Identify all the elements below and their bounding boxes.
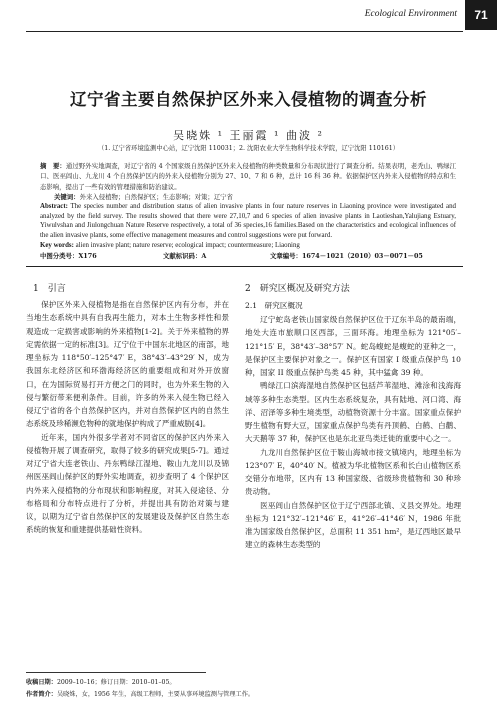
intro-paragraph-2: 近年来，国内外很多学者对不同省区的保护区内外来入侵植物开展了调查研究，取得了较多的研究成果[5-7]。通过对辽宁省大连老铁山、丹东鸭绿江湿地、鞍山九龙川以及锦州医巫闾山保护区的野外实地调查，初步查明了 4 个保护区内外来入侵植物的分布现状和影响程度，对其入侵途径、分布格局和分布特点进行了分析，并提出具有防治对策与建议，以期为辽宁省自然保护区的发展建设及保护区自然生态系统的恢复和重建提供基础性资料。 (26, 432, 229, 535)
study-area-column (245, 313, 461, 552)
study-area-paragraph-1: 辽宁蛇岛老铁山国家级自然保护区位于辽东半岛的最南端，地处大连市旅顺口区西部，三面环海。地理坐标为 121°05′–121°15′ E，38°43′–38°57′ N。蛇岛蝮蛇是蝮蛇的亚种之一，是保护区主要保护对象之一。保护区有国家 I 级重点保护鸟 10 种，国家 II 级重点保护鸟类 45 种，其中猛禽 39 种。 (245, 315, 461, 377)
abstract-en-label: Abstract: (40, 203, 68, 210)
clc-number: 中图分类号：X176 (40, 252, 97, 260)
keywords-cn-label: 关键词： (54, 193, 80, 201)
abstract-en (40, 202, 456, 240)
affiliation: （1. 辽宁省环境监测中心站，辽宁沈阳 110031；2. 沈阳农业大学生物科学技术学院，辽宁沈阳 110161） (97, 145, 400, 152)
study-area-paragraph-2: 鸭绿江口滨海湿地自然保护区包括芦苇湿地、滩涂和浅海海域等多种生态类型。区内生态系统复杂，具有陆地、河口湾、海洋、沼泽等多种生境类型，动植物资源十分丰富。国家重点保护野生植物有野大豆，国家重点保护鸟类有丹顶鹤、白鹤、白鹳、大天鹅等 37 种，保护区也是东北亚鸟类迁徙的重要中心之一。 (245, 381, 461, 444)
header-rule (26, 31, 463, 32)
author-bio-text: 吴晓姝，女，1956 年生，高级工程师，主要从事环境监测与管理工作。 (56, 691, 255, 698)
keywords-cn (54, 192, 456, 202)
abstract-en-text: The species number and distribution status of alien invasive plants in four nature reserves in Liaoning province were investigated and analyzed by the field survey. The results showed that there were 27,10,7 and 6 species of alien invasive plants in Laotieshan,Yalujiang Estuary, Yiwulvshan and Jiulongchuan Nature Reserve respectively, a total of 36 species,16 families.Based on the characteristics and ecological influences of the alien invasive plants, some effective management measures and control suggestions were put forward. (40, 203, 456, 239)
section-heading-intro: 1 引言 (33, 284, 66, 294)
keywords-en-label: Key words: (40, 242, 74, 249)
author-bio-label: 作者简介： (26, 691, 57, 698)
received-text: 2009–10–16；修订日期：2010–01–05。 (56, 679, 176, 686)
abstract-rule (26, 266, 463, 267)
section-heading-study-area: 2 研究区概况及研究方法 (245, 284, 350, 294)
document-code: 文献标识码：A (163, 252, 207, 260)
study-area-paragraph-4: 医巫闾山自然保护区位于辽宁西部北镇、义县交界处。地理坐标为 121°32′–121°46′ E，41°26′–41°46′ N，1986 年批准为国家级自然保护区，总面积 11 351 hm²，是辽西地区最早建立的森林生态类型的 (245, 500, 461, 550)
abstract-cn-label: 摘 要： (40, 162, 66, 170)
received-label: 收稿日期： (26, 679, 57, 686)
received-date (26, 677, 176, 686)
footnote-rule (26, 672, 206, 673)
abstract-cn (40, 161, 456, 192)
authors: 吴晓姝 ¹ 王丽霞 ¹ 曲波 ² (173, 129, 324, 142)
page-number: 71 (465, 0, 497, 30)
subsection-heading: 2.1 研究区概况 (245, 301, 303, 310)
intro-column (26, 298, 229, 537)
keywords-en-text: alien invasive plant; nature reserve; ecological impact; countermeasure; Liaoning (75, 242, 300, 249)
article-title: 辽宁省主要自然保护区外来入侵植物的调查分析 (70, 90, 427, 109)
intro-paragraph-1: 保护区外来入侵植物是指在自然保护区内有分布，并在当地生态系统中具有自我再生能力，对本土生物多样性和景观造成一定损害或影响的外来植物[1-2]。关于外来植物的界定需依据一定的标准[3]。辽宁位于中国东北地区的南部，地理坐标为 118°50′–125°47′ E，38°43′–43°29′ N，成为我国东北经济区和环渤海经济区的重要组成和对外开放窗口，在为国际贸易打开方便之门的同时，也为外来生物的入侵与繁衍带来便利条件。目前，许多的外来入侵生物已经入侵辽宁省的各个自然保护区内，并对自然保护区内的自然生态系统及珍稀濒危物种的就地保护构成了严重威胁[4]。 (26, 300, 229, 429)
article-id: 文章编号：1674－1021（2010）03－0071－05 (270, 252, 423, 260)
author-bio (26, 689, 254, 698)
journal-name: Ecological Environment (364, 9, 457, 19)
abstract-cn-text: 通过野外实地调查，对辽宁省的 4 个国家级自然保护区外来入侵植物的种类数量和分布现状进行了调查分析。结果表明，老秃山、鸭绿江口、医巫闾山、九龙川 4 个自然保护区内的外来入侵植物分别为 27、10、7 和 6 种，总计 16 科 36 种。依据保护区内外来入侵植物的特点和生态影响，提出了一些有效的管理措施和防治建议。 (40, 162, 456, 191)
study-area-paragraph-3: 九龙川自然保护区位于鞍山海城市接文镇境内，地理坐标为 123°07′ E，40°40′ N。植被为华北植物区系和长白山植物区系交错分布地带，区内有 13 种国家级、省级珍贵植物和 30 种珍贵动物。 (245, 447, 461, 497)
keywords-cn-text: 外来入侵植物；自然保护区；生态影响；对策；辽宁省 (79, 193, 233, 201)
keywords-en (40, 241, 456, 251)
